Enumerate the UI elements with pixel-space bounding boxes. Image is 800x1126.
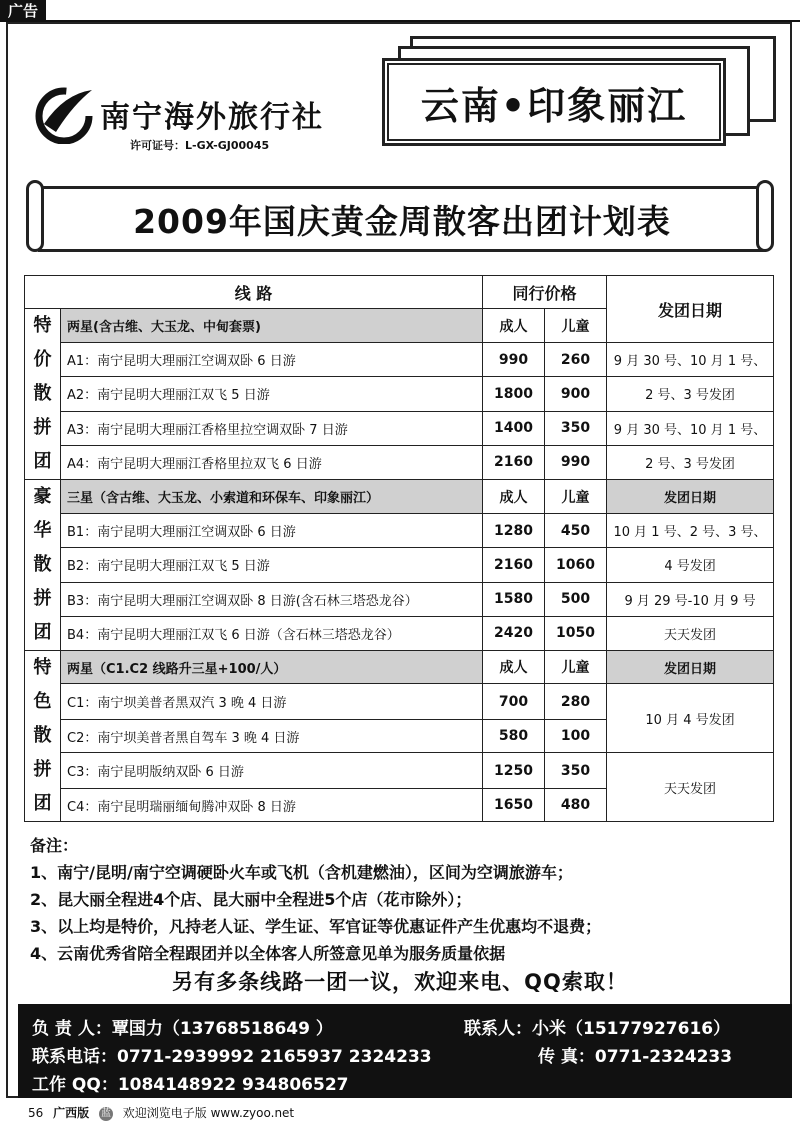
child-header-c: 儿童 bbox=[545, 651, 607, 684]
date-header-b: 发团日期 bbox=[607, 480, 774, 514]
adult-price-c1: 700 bbox=[483, 684, 545, 720]
date-b4: 天天发团 bbox=[607, 616, 774, 650]
col-date-header: 发团日期 bbox=[607, 276, 774, 343]
adult-price-a3: 1400 bbox=[483, 411, 545, 445]
child-header: 儿童 bbox=[545, 309, 607, 343]
adult-price-b1: 1280 bbox=[483, 514, 545, 548]
route-b1: B1：南宁昆明大理丽江空调双卧 6 日游 bbox=[61, 514, 483, 548]
slogan: 另有多条线路一团一议，欢迎来电、QQ索取！ bbox=[172, 970, 628, 994]
route-a3: A3：南宁昆明大理丽江香格里拉空调双卧 7 日游 bbox=[61, 411, 483, 445]
child-price-a1: 260 bbox=[545, 343, 607, 377]
child-header-b: 儿童 bbox=[545, 480, 607, 514]
page-number: 56 bbox=[28, 1106, 44, 1120]
contact-block bbox=[18, 1004, 792, 1098]
adult-price-c4: 1650 bbox=[483, 789, 545, 822]
group-c-subheader: 两星（C1.C2 线路升三星+100/人） bbox=[61, 651, 483, 684]
edition-label: 广西版 bbox=[53, 1106, 90, 1120]
route-c3: C3：南宁昆明版纳双卧 6 日游 bbox=[61, 753, 483, 789]
date-a4: 2 号、3 号发团 bbox=[607, 445, 774, 479]
route-a4: A4：南宁昆明大理丽江香格里拉双飞 6 日游 bbox=[61, 445, 483, 479]
phone-numbers: 联系电话：0771-2939992 2165937 2324233 bbox=[32, 1047, 432, 1067]
agency-name: 南宁海外旅行社 bbox=[100, 100, 324, 135]
route-c1: C1：南宁坝美普者黑双汽 3 晚 4 日游 bbox=[61, 684, 483, 720]
adult-price-a1: 990 bbox=[483, 343, 545, 377]
child-price-b3: 500 bbox=[545, 582, 607, 616]
notes-title: 备注： bbox=[30, 836, 79, 855]
adult-price-a2: 1800 bbox=[483, 377, 545, 411]
child-price-c1: 280 bbox=[545, 684, 607, 720]
adult-price-b3: 1580 bbox=[483, 582, 545, 616]
group-b-label: 豪 华 散 拼 团 bbox=[25, 480, 61, 651]
adult-header: 成人 bbox=[483, 309, 545, 343]
route-c2: C2：南宁坝美普者黑自驾车 3 晚 4 日游 bbox=[61, 720, 483, 753]
child-price-a4: 990 bbox=[545, 445, 607, 479]
route-a1: A1：南宁昆明大理丽江空调双卧 6 日游 bbox=[61, 343, 483, 377]
contact-person: 联系人：小米（15177927616） bbox=[464, 1019, 731, 1039]
route-a2: A2：南宁昆明大理丽江双飞 5 日游 bbox=[61, 377, 483, 411]
child-price-c3: 350 bbox=[545, 753, 607, 789]
date-a3: 9 月 30 号、10 月 1 号、 bbox=[607, 411, 774, 445]
date-c3-c4: 天天发团 bbox=[607, 753, 774, 822]
group-c-label: 特 色 散 拼 团 bbox=[25, 651, 61, 822]
date-b3: 9 月 29 号-10 月 9 号 bbox=[607, 582, 774, 616]
adult-price-b4: 2420 bbox=[483, 616, 545, 650]
child-price-c4: 480 bbox=[545, 789, 607, 822]
note-item-3: 3、以上均是特价，凡持老人证、学生证、军官证等优惠证件产生优惠均不退费； bbox=[30, 917, 602, 936]
destination-title: 云南•印象丽江 bbox=[382, 58, 726, 146]
col-route-header: 线 路 bbox=[25, 276, 483, 309]
ad-tag: 广告 bbox=[0, 0, 46, 22]
adult-price-a4: 2160 bbox=[483, 445, 545, 479]
page-footer bbox=[28, 1104, 300, 1121]
route-b2: B2：南宁昆明大理丽江双飞 5 日游 bbox=[61, 548, 483, 582]
date-b2: 4 号发团 bbox=[607, 548, 774, 582]
note-item-4: 4、云南优秀省陪全程跟团并以全体客人所签意见单为服务质量依据 bbox=[30, 944, 506, 963]
manager-contact: 负 责 人：覃国力（13768518649 ） bbox=[32, 1019, 333, 1039]
group-a-label: 特 价 散 拼 团 bbox=[25, 309, 61, 480]
edition-badge: 蓝 bbox=[100, 1107, 111, 1119]
date-a2: 2 号、3 号发团 bbox=[607, 377, 774, 411]
note-item-1: 1、南宁/昆明/南宁空调硬卧火车或飞机（含机建燃油），区间为空调旅游车； bbox=[30, 863, 573, 882]
group-a-subheader: 两星(含古维、大玉龙、中甸套票) bbox=[61, 309, 483, 343]
child-price-a3: 350 bbox=[545, 411, 607, 445]
route-c4: C4：南宁昆明瑞丽缅甸腾冲双卧 8 日游 bbox=[61, 789, 483, 822]
child-price-a2: 900 bbox=[545, 377, 607, 411]
work-qq: 工作 QQ：1084148922 934806527 bbox=[32, 1075, 349, 1095]
adult-price-c2: 580 bbox=[483, 720, 545, 753]
adult-price-c3: 1250 bbox=[483, 753, 545, 789]
banner-title: 2009年国庆黄金周散客出团计划表 bbox=[133, 201, 671, 241]
date-b1: 10 月 1 号、2 号、3 号、 bbox=[607, 514, 774, 548]
adult-header-c: 成人 bbox=[483, 651, 545, 684]
agency-logo-icon bbox=[34, 84, 96, 144]
group-b-subheader: 三星（含古维、大玉龙、小索道和环保车、印象丽江） bbox=[61, 480, 483, 514]
note-item-2: 2、昆大丽全程进4个店、昆大丽中全程进5个店（花市除外）； bbox=[30, 890, 472, 909]
route-b3: B3：南宁昆明大理丽江空调双卧 8 日游(含石林三塔恐龙谷） bbox=[61, 582, 483, 616]
notes-section bbox=[30, 832, 790, 967]
banner-body bbox=[38, 186, 766, 252]
date-header-c: 发团日期 bbox=[607, 651, 774, 684]
child-price-c2: 100 bbox=[545, 720, 607, 753]
scroll-left-cap bbox=[26, 180, 44, 252]
adult-header-b: 成人 bbox=[483, 480, 545, 514]
date-a1: 9 月 30 号、10 月 1 号、 bbox=[607, 343, 774, 377]
license-number: 许可证号：L-GX-GJ00045 bbox=[130, 139, 270, 152]
child-price-b2: 1060 bbox=[545, 548, 607, 582]
scroll-right-cap bbox=[756, 180, 774, 252]
child-price-b4: 1050 bbox=[545, 616, 607, 650]
title-banner bbox=[24, 180, 776, 254]
adult-price-b2: 2160 bbox=[483, 548, 545, 582]
fax-number: 传 真：0771-2324233 bbox=[538, 1047, 733, 1067]
child-price-b1: 450 bbox=[545, 514, 607, 548]
tour-plan-table bbox=[24, 275, 774, 822]
col-price-header: 同行价格 bbox=[483, 276, 607, 309]
date-c1-c2: 10 月 4 号发团 bbox=[607, 684, 774, 753]
route-b4: B4：南宁昆明大理丽江双飞 6 日游（含石林三塔恐龙谷） bbox=[61, 616, 483, 650]
footer-note: 欢迎浏览电子版 www.zyoo.net bbox=[122, 1106, 295, 1120]
